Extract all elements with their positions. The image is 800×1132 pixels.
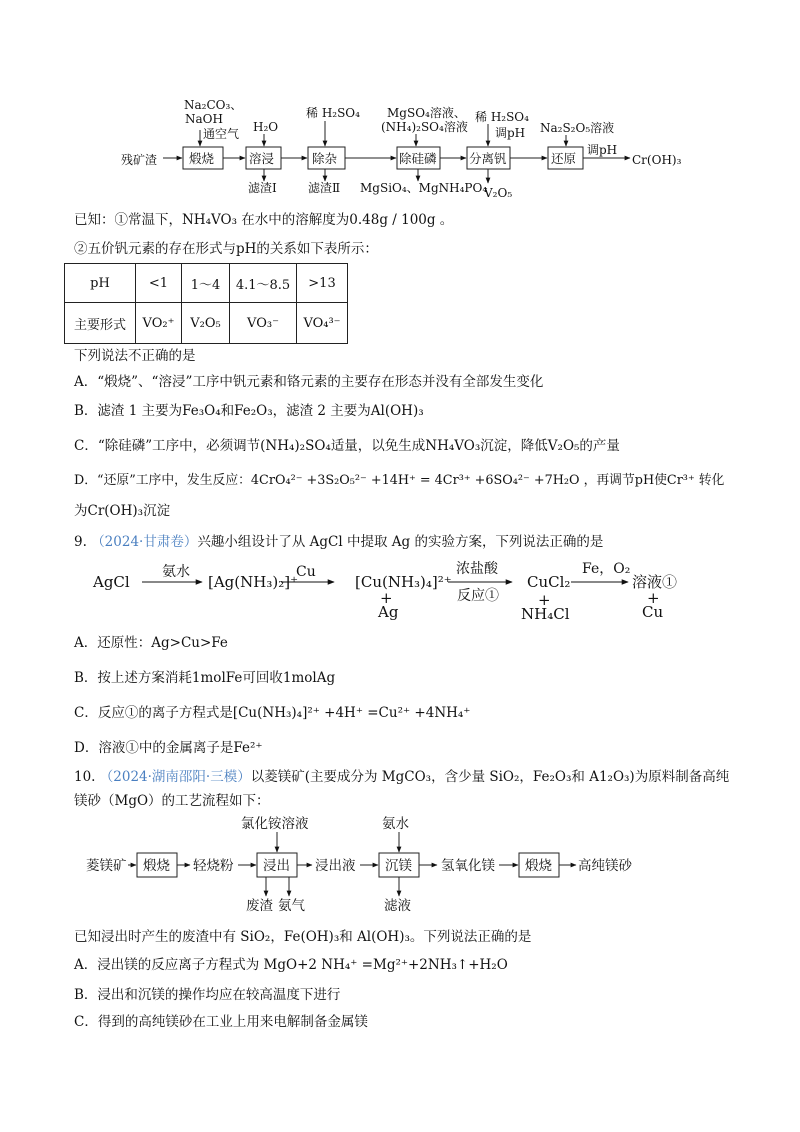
q10-header — [74, 768, 729, 786]
q10-mid-3: 氢氧化镁 — [441, 858, 495, 874]
scheme-cu: Cu — [642, 603, 664, 621]
q10-option-c: C．得到的高纯镁砂在工业上用来电解制备金属镁 — [74, 1014, 368, 1030]
q9-option-b: B．按上述方案消耗1molFe可回收1molAg — [74, 670, 336, 686]
reagent-desiphos-1: MgSO₄溶液、 — [387, 106, 466, 120]
scheme-ag: Ag — [378, 603, 399, 621]
q10-flowchart — [0, 810, 800, 920]
q8-option-d-2: 为Cr(OH)₃沉淀 — [74, 503, 171, 519]
q10-option-a: A．浸出镁的反应离子方程式为 MgO+2 NH₄⁺ =Mg²⁺+2NH₃↑+H₂O — [74, 957, 508, 973]
ph-range-2: 1～4 — [182, 264, 230, 303]
q10-start: 菱镁矿 — [86, 858, 127, 874]
product: Cr(OH)₃ — [632, 153, 682, 167]
reagent-reduce: Na₂S₂O₅溶液 — [540, 121, 615, 135]
ph-range-4: >13 — [297, 264, 348, 303]
known-2: ②五价钒元素的存在形式与pH的关系如下表所示： — [74, 241, 378, 257]
q9-source: （2024·甘肃卷） — [91, 534, 198, 550]
form-3: VO₃⁻ — [230, 303, 297, 344]
q10-mid-2: 浸出液 — [315, 858, 356, 874]
ph-range-1: <1 — [136, 264, 182, 303]
ph-range-3: 4.1～8.5 — [230, 264, 297, 303]
q8-option-a: A．“煅烧”、“溶浸”工序中钒元素和铬元素的主要存在形态并没有全部发生变化 — [74, 374, 544, 390]
reagent-calcine-2: NaOH — [185, 112, 223, 126]
q9-option-d: D．溶液①中的金属离子是Fe²⁺ — [74, 740, 263, 756]
reagent-separate-1: 稀 H₂SO₄ — [475, 110, 529, 124]
reagent-calcine-1: Na₂CO₃、 — [184, 98, 243, 112]
scheme-plus-3: + — [647, 589, 660, 607]
q10-stem-2: 镁砂（MgO）的工艺流程如下： — [74, 793, 270, 809]
q9-stem: 兴趣小组设计了从 AgCl 中提取 Ag 的实验方案，下列说法正确的是 — [197, 534, 604, 550]
scheme-cucl2: CuCl₂ — [527, 573, 571, 591]
ph-header: pH — [65, 264, 136, 303]
form-4: VO₄³⁻ — [297, 303, 348, 344]
scheme-plus-1: + — [380, 589, 393, 607]
q10-end: 高纯镁砂 — [578, 858, 632, 874]
form-2: V₂O₅ — [182, 303, 230, 344]
q8-option-d-1: D．“还原”工序中，发生反应：4CrO₄²⁻ +3S₂O₅²⁻ +14H⁺ = 4Cr³⁺ +6SO₄²⁻ +7H₂O ，再调节pH使Cr³⁺ 转化 — [74, 473, 725, 488]
adjust-ph: 调pH — [587, 143, 618, 157]
output-2: 滤渣Ⅱ — [308, 181, 341, 195]
scheme-cu-complex: [Cu(NH₃)₄]²⁺ — [355, 573, 452, 591]
q10-box-calcine-2-label: 煅烧 — [525, 858, 552, 874]
box-desiphos-label: 除硅磷 — [399, 151, 437, 166]
ph-table — [64, 263, 348, 344]
q9-number: 9. — [74, 534, 87, 550]
scheme-arrow-2-label: Cu — [296, 564, 316, 580]
q10-mid-1: 轻烧粉 — [193, 858, 234, 874]
q10-source: （2024·湖南邵阳·三模） — [99, 769, 251, 785]
q10-top-1: 氯化铵溶液 — [241, 816, 309, 832]
q8-option-c: C．“除硅磷”工序中，必须调节(NH₄)₂SO₄适量，以免生成NH₄VO₃沉淀，降低V₂O₅的产量 — [74, 438, 620, 454]
output-4: V₂O₅ — [484, 186, 513, 200]
q10-bot-1: 废渣 — [246, 898, 273, 914]
reagent-leach: H₂O — [253, 120, 279, 134]
output-3: MgSiO₄、MgNH₄PO₄ — [360, 181, 488, 195]
scheme-agcl: AgCl — [93, 573, 130, 591]
q10-known: 已知浸出时产生的废渣中有 SiO₂，Fe(OH)₃和 Al(OH)₃。下列说法正确的是 — [74, 929, 532, 945]
flowchart-1 — [0, 0, 800, 210]
reagent-separate-2: 调pH — [495, 126, 526, 140]
reagent-calcine-3: 通空气 — [203, 127, 240, 141]
q8-prompt: 下列说法不正确的是 — [74, 348, 196, 364]
scheme-arrow-4-label: Fe，O₂ — [582, 561, 631, 577]
box-calcine-label: 煅烧 — [189, 151, 215, 166]
box-impurity-label: 除杂 — [312, 151, 338, 166]
scheme-plus-2: + — [538, 591, 551, 609]
scheme-ag-complex: [Ag(NH₃)₂]⁺ — [208, 573, 298, 591]
scheme-solution1: 溶液① — [632, 573, 678, 591]
q10-bot-3: 滤液 — [384, 898, 411, 914]
q10-box-calcine-label: 煅烧 — [143, 858, 170, 874]
q9-option-c: C．反应①的离子方程式是[Cu(NH₃)₄]²⁺ +4H⁺ =Cu²⁺ +4NH₄⁺ — [74, 705, 471, 721]
reagent-desiphos-2: (NH₄)₂SO₄溶液 — [381, 120, 468, 134]
q10-number: 10. — [74, 769, 96, 785]
box-separate-label: 分离钒 — [469, 151, 507, 166]
scheme-arrow-3-label: 浓盐酸 — [456, 561, 498, 577]
output-1: 滤渣Ⅰ — [248, 181, 277, 195]
start-material: 残矿渣 — [121, 153, 158, 167]
form-header: 主要形式 — [65, 303, 136, 344]
box-leach-label: 溶浸 — [249, 151, 275, 166]
q10-bot-2: 氨气 — [278, 898, 305, 914]
scheme-arrow-3-sublabel: 反应① — [457, 588, 499, 604]
q10-box-leach-label: 浸出 — [263, 858, 290, 874]
known-1: 已知：①常温下，NH₄VO₃ 在水中的溶解度为0.48g / 100g 。 — [74, 212, 454, 228]
form-1: VO₂⁺ — [136, 303, 182, 344]
q9-scheme — [0, 555, 800, 625]
q8-option-b: B．滤渣 1 主要为Fe₃O₄和Fe₂O₃，滤渣 2 主要为Al(OH)₃ — [74, 403, 424, 419]
box-reduce-label: 还原 — [551, 151, 577, 166]
q10-box-precip-label: 沉镁 — [385, 858, 412, 874]
scheme-arrow-1-label: 氨水 — [162, 564, 190, 580]
scheme-nh4cl: NH₄Cl — [521, 605, 570, 623]
q9-header — [74, 533, 603, 551]
q10-stem-1: 以菱镁矿(主要成分为 MgCO₃，含少量 SiO₂，Fe₂O₃和 A1₂O₃)为原料制备高纯 — [250, 769, 730, 785]
reagent-impurity: 稀 H₂SO₄ — [306, 106, 360, 120]
q9-option-a: A．还原性：Ag>Cu>Fe — [74, 635, 228, 651]
q10-top-2: 氨水 — [382, 816, 409, 832]
q10-option-b: B．浸出和沉镁的操作均应在较高温度下进行 — [74, 987, 341, 1003]
